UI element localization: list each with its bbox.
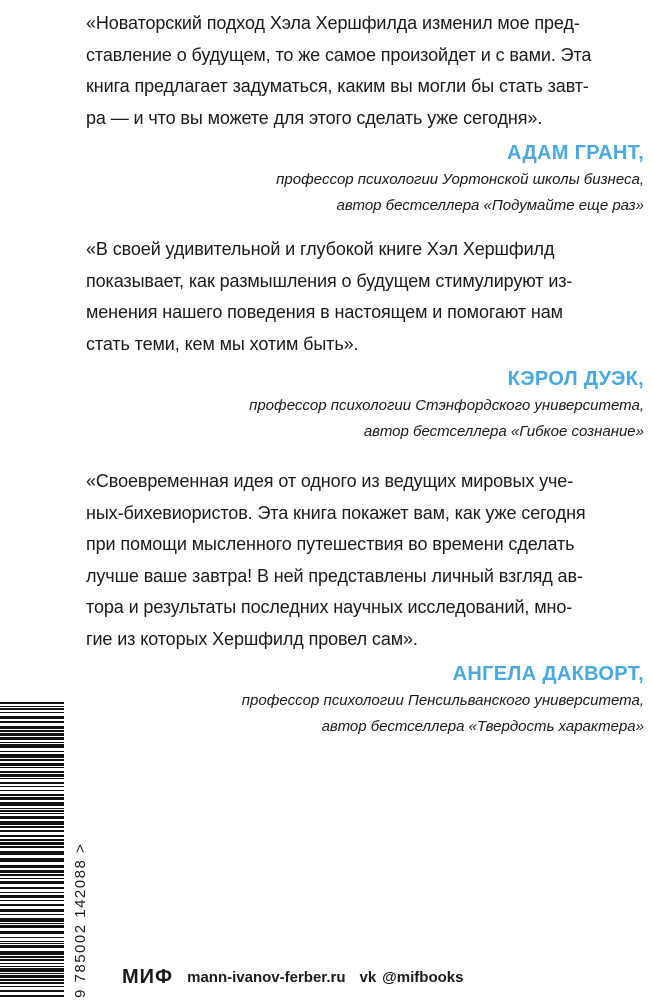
barcode-bar — [0, 730, 64, 732]
barcode-bar — [0, 904, 64, 906]
barcode-bar — [0, 909, 64, 912]
barcode-bar — [0, 826, 64, 828]
barcode-bar — [0, 900, 64, 901]
barcode-bar — [0, 821, 64, 825]
barcode-bar — [0, 737, 64, 740]
author-bestseller: автор бестселлера «Твердость характера» — [321, 718, 644, 735]
barcode-bar — [0, 979, 64, 981]
barcode-bar — [0, 968, 64, 972]
barcode-bar — [0, 759, 64, 761]
author-bestseller: автор бестселлера «Гибкое сознание» — [363, 423, 644, 440]
quote-line: менения нашего поведения в настоящем и помогают нам — [86, 302, 563, 322]
review-angela-duckworth — [86, 466, 652, 740]
barcode-bar — [0, 712, 64, 713]
barcode-bar — [0, 951, 64, 955]
quote-text — [86, 8, 652, 134]
barcode-bar — [0, 706, 64, 707]
barcode-bar — [0, 923, 64, 924]
quote-line: «В своей удивительной и глубокой книге Хэл Хершфилд — [86, 239, 555, 259]
barcode-bar — [0, 943, 64, 944]
barcode-bar — [0, 881, 64, 884]
barcode-bar — [0, 851, 64, 855]
publisher-site-link[interactable]: mann-ivanov-ferber.ru — [187, 968, 346, 986]
author-name: АНГЕЛА ДАКВОРТ, — [452, 663, 644, 685]
barcode-bar — [0, 990, 64, 992]
barcode-bar — [0, 842, 64, 845]
barcode-bar — [0, 858, 64, 862]
barcode-bar — [0, 918, 64, 922]
author-title: профессор психологии Стэнфордского университета, — [249, 397, 644, 414]
publisher-logo: МИФ — [122, 965, 174, 988]
barcode-bar — [0, 878, 64, 879]
barcode-bar — [0, 751, 64, 752]
barcode-bar — [0, 716, 64, 719]
barcode-bar — [0, 959, 64, 961]
barcode-bar — [0, 931, 64, 934]
author-title: профессор психологии Уортонской школы бизнеса, — [276, 171, 644, 188]
barcode-bar — [0, 742, 64, 743]
review-carol-dweck — [86, 234, 652, 445]
barcode-bar — [0, 874, 64, 876]
barcode-bar — [0, 937, 64, 938]
quote-line: при помощи мысленного путешествия во времени сделать — [86, 534, 575, 554]
barcode-bar — [0, 708, 64, 710]
review-adam-grant — [86, 8, 652, 219]
barcode-bar — [0, 702, 64, 704]
barcode-bar — [0, 802, 64, 806]
barcode-bar — [0, 975, 64, 978]
quote-line: гие из которых Хершфилд провел сам». — [86, 628, 418, 649]
quote-line: лучше ваше завтра! В ней представлены личный взгляд ав- — [86, 565, 583, 586]
barcode-bar — [0, 995, 64, 997]
barcode-bar — [0, 830, 64, 832]
barcode-bar — [0, 797, 64, 800]
quote-line: «Новаторский подход Хэла Хершфилда изменил мое пред- — [86, 13, 580, 33]
barcode-bar — [0, 895, 64, 898]
vk-icon: vk — [359, 968, 377, 986]
quote-line: ных-бихевиористов. Эта книга покажет вам, как уже сегодня — [86, 502, 586, 523]
author-bestseller: автор бестселлера «Подумайте еще раз» — [336, 197, 644, 214]
barcode-bar — [0, 774, 64, 777]
barcode-bar — [0, 914, 64, 915]
barcode-bar — [0, 966, 64, 967]
barcode-bar — [0, 767, 64, 768]
barcode-bar — [0, 892, 64, 893]
barcode-bar — [0, 865, 64, 868]
isbn-label: 9 785002 142088 > — [72, 842, 89, 998]
barcode-bar — [0, 744, 64, 748]
quote-line: «Своевременная идея от одного из ведущих мировых уче- — [86, 471, 574, 491]
barcode-bar — [0, 986, 64, 987]
barcode-bar — [0, 808, 64, 809]
barcode-bar — [0, 963, 64, 964]
barcode-bar — [0, 726, 64, 729]
social-handle[interactable]: @mifbooks — [382, 968, 464, 986]
barcode-bar — [0, 771, 64, 773]
quote-line: тора и результаты последних научных исследований, мно- — [86, 597, 573, 617]
barcode-bar — [0, 786, 64, 787]
quote-line: стать теми, кем мы хотим быть». — [86, 333, 359, 354]
barcode-bar — [0, 870, 64, 873]
barcode-bar — [0, 956, 64, 958]
barcode-bar — [0, 945, 64, 948]
barcode-bar — [0, 925, 64, 928]
barcode-bar — [0, 754, 64, 758]
barcode-bar — [0, 816, 64, 819]
barcode-bar — [0, 813, 64, 814]
quote-line: ставление о будущем, то же самое произойдет и с вами. Эта — [86, 44, 592, 65]
barcode-bar — [0, 887, 64, 889]
quote-line: ра — и что вы можете для этого сделать уже сегодня». — [86, 107, 543, 128]
barcode-bar — [0, 810, 64, 812]
barcode-bar — [0, 721, 64, 723]
barcode-bar — [0, 846, 64, 848]
author-title: профессор психологии Пенсильванского университета, — [241, 692, 644, 709]
barcode-bar — [0, 973, 64, 974]
quote-text — [86, 234, 652, 360]
publisher-footer — [122, 962, 463, 992]
barcode-bar — [0, 835, 64, 837]
barcode-bar — [0, 982, 64, 984]
author-name: КЭРОЛ ДУЭК, — [507, 368, 644, 390]
quote-line: показывает, как размышления о будущем стимулируют из- — [86, 270, 573, 291]
barcode-bar — [0, 794, 64, 796]
barcode-bar — [0, 778, 64, 779]
barcode-bar — [0, 790, 64, 791]
quote-line: книга предлагает задуматься, каким вы могли бы стать завт- — [86, 76, 589, 96]
barcode-bar — [0, 733, 64, 736]
barcode-bars — [0, 698, 70, 1000]
isbn-number — [68, 700, 92, 1000]
barcode-bar — [0, 839, 64, 841]
barcode-bar — [0, 941, 64, 942]
barcode-bar — [0, 763, 64, 766]
quote-text — [86, 466, 652, 655]
author-name: АДАМ ГРАНТ, — [507, 142, 644, 164]
barcode-bar — [0, 782, 64, 784]
